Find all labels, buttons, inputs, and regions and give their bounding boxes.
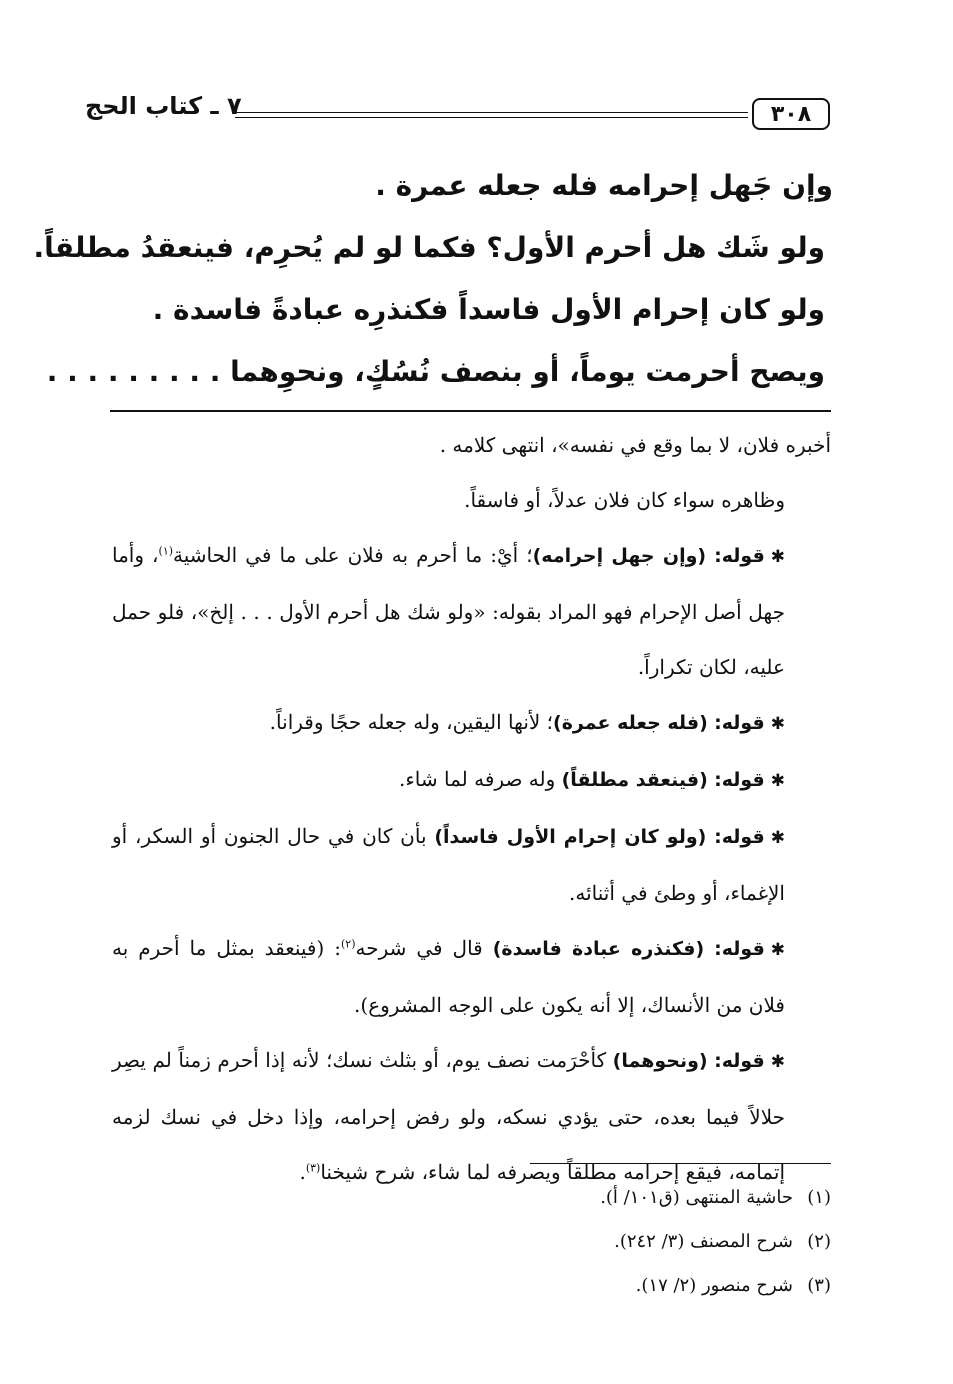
footnote-number: (٢) <box>807 1231 831 1252</box>
footnote-ref[interactable]: (١) <box>158 544 174 558</box>
quoted-matn: (ولو كان إحرام الأول فاسداً) <box>434 826 707 848</box>
commentary-paragraph <box>112 528 831 695</box>
commentary-text: وله صرفه لما شاء. <box>399 767 562 791</box>
qawluhu-label: قوله: <box>714 826 765 848</box>
quoted-matn: (وإن جهل إحرامه) <box>532 545 707 567</box>
star-icon: ✱ <box>770 771 785 791</box>
qawluhu-label: قوله: <box>714 712 765 734</box>
commentary-paragraph: وظاهره سواء كان فلان عدلاً، أو فاسقاً. <box>464 488 785 512</box>
commentary-paragraph <box>112 921 831 1033</box>
commentary-text: : (فينعقد بمثل ما أحرم به فلان من الأنساك، إلا أنه يكون على الوجه المشروع). <box>112 936 785 1017</box>
commentary-paragraph <box>112 752 831 809</box>
page-header <box>85 92 830 136</box>
commentary-text: قال في شرحه <box>355 936 493 960</box>
quoted-matn: (ونحوهما) <box>612 1050 708 1072</box>
star-icon: ✱ <box>770 714 785 734</box>
book-title: ٧ ـ كتاب الحج <box>85 92 242 120</box>
footnote-ref[interactable]: (٣) <box>305 1161 321 1175</box>
qawluhu-label: قوله: <box>714 938 765 960</box>
commentary-text: ؛ لأنها اليقين، وله جعله حجًا وقراناً. <box>269 710 554 734</box>
matn-line: ولو كان إحرام الأول فاسداً فكنذرِه عبادةً فاسدة . <box>152 293 825 326</box>
quoted-matn: (فينعقد مطلقاً) <box>561 769 708 791</box>
matn-line: ولو شَك هل أحرم الأول؟ فكما لو لم يُحرِم، فينعقدُ مطلقاً. <box>33 231 825 264</box>
header-rule <box>235 112 748 113</box>
star-icon: ✱ <box>770 828 785 848</box>
footnote-number: (٣) <box>807 1275 831 1296</box>
footnote-text: حاشية المنتهى (ق١٠١/ أ). <box>600 1187 793 1208</box>
star-icon: ✱ <box>770 1052 785 1072</box>
footnote-text: شرح منصور (٢/ ١٧). <box>635 1275 793 1296</box>
footnote-text: شرح المصنف (٣/ ٢٤٢). <box>614 1231 793 1252</box>
footnote <box>400 1266 831 1310</box>
commentary <box>112 418 831 1200</box>
star-icon: ✱ <box>770 547 786 567</box>
commentary-text: . <box>299 1160 306 1184</box>
commentary-text: ، وأما جهل أصل الإحرام فهو المراد بقوله: «ولو شك هل أحرم الأول . . . إلخ»، فلو حمل عليه، لكان تكراراً. <box>112 543 785 679</box>
commentary-text: بأن كان في حال الجنون أو السكر، أو الإغماء، أو وطئ في أثنائه. <box>112 824 785 905</box>
star-icon: ✱ <box>770 940 786 960</box>
commentary-paragraph: أخبره فلان، لا بما وقع في نفسه»، انتهى كلامه . <box>439 433 831 457</box>
footnotes <box>400 1178 831 1310</box>
qawluhu-label: قوله: <box>714 769 765 791</box>
matn-separator <box>110 410 831 412</box>
footnote-ref[interactable]: (٢) <box>341 937 356 951</box>
commentary-text: ؛ أيْ: ما أحرم به فلان على ما في الحاشية <box>173 543 533 567</box>
matn-line: ويصح أحرمت يوماً، أو بنصف نُسُكٍ، ونحوِهما . . . . . . . . . <box>46 355 825 388</box>
qawluhu-label: قوله: <box>714 545 765 567</box>
commentary-text: كأحْرَمت نصف يوم، أو بثلث نسك؛ لأنه إذا أحرم زمناً لم يصِر حلالاً فيما بعده، حتى يؤدي نسكه، ولو رفض إحرامه، وإذا دخل في نسك لزمه إتمامه، فيقع إحرامه مطلقاً ويصرفه لما شاء، شرح شيخنا <box>112 1048 785 1184</box>
page-number: ٣٠٨ <box>752 98 830 130</box>
header-rule <box>235 117 748 118</box>
commentary-paragraph <box>112 695 831 752</box>
commentary-paragraph <box>112 1033 831 1200</box>
quoted-matn: (فكنذره عبادة فاسدة) <box>492 938 705 960</box>
commentary-paragraph <box>112 809 831 921</box>
quoted-matn: (فله جعله عمرة) <box>553 712 708 734</box>
matn-text <box>33 158 833 406</box>
footnote-separator <box>530 1163 831 1164</box>
footnote <box>400 1222 831 1266</box>
footnote-number: (١) <box>807 1187 831 1208</box>
matn-line: وإن جَهل إحرامه فله جعله عمرة . <box>375 169 833 202</box>
footnote <box>400 1178 831 1222</box>
qawluhu-label: قوله: <box>714 1050 765 1072</box>
